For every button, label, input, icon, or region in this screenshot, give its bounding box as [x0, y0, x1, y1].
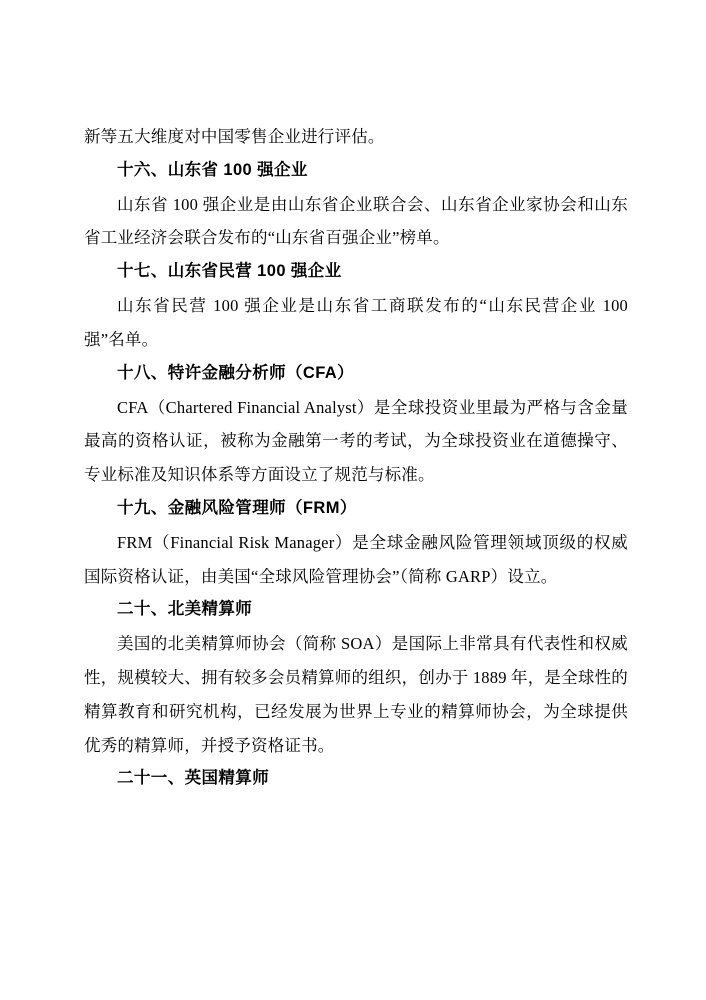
paragraph-shandong-private-top100: 山东省民营 100 强企业是山东省工商联发布的“山东民营企业 100 强”名单。 — [84, 296, 628, 349]
paragraph-cfa: CFA（Chartered Financial Analyst）是全球投资业里最为严格与含金量最高的资格认证，被称为金融第一考的考试，为全球投资业在道德操守、专业标准及知识体系等方面设立了规范与标准。 — [84, 397, 628, 485]
paragraph-continued-retail-eval: 新等五大维度对中国零售企业进行评估。 — [84, 127, 385, 146]
document-body — [84, 120, 628, 796]
paragraph-frm: FRM（Financial Risk Manager）是全球金融风险管理领域顶级的权威国际资格认证，由美国“全球风险管理协会”（简称 GARP）设立。 — [84, 532, 628, 586]
heading-shandong-top100: 十六、山东省 100 强企业 — [117, 160, 308, 179]
heading-shandong-private-top100: 十七、山东省民营 100 强企业 — [117, 262, 342, 281]
heading-uk-actuary: 二十一、英国精算师 — [117, 769, 270, 788]
paragraph-soa: 美国的北美精算师协会（简称 SOA）是国际上非常具有代表性和权威性，规模较大、拥有较多会员精算师的组织，创办于 1889 年，是全球性的精算教育和研究机构，已经发展为世界上专业的精算师协会，为全球提供优秀的精算师，并授予资格证书。 — [84, 634, 628, 755]
heading-soa: 二十、北美精算师 — [117, 600, 253, 619]
paragraph-shandong-top100: 山东省 100 强企业是由山东省企业联合会、山东省企业家协会和山东省工业经济会联合发布的“山东省百强企业”榜单。 — [84, 194, 628, 248]
heading-cfa: 十八、特许金融分析师（CFA） — [117, 363, 354, 382]
heading-frm: 十九、金融风险管理师（FRM） — [117, 498, 357, 517]
